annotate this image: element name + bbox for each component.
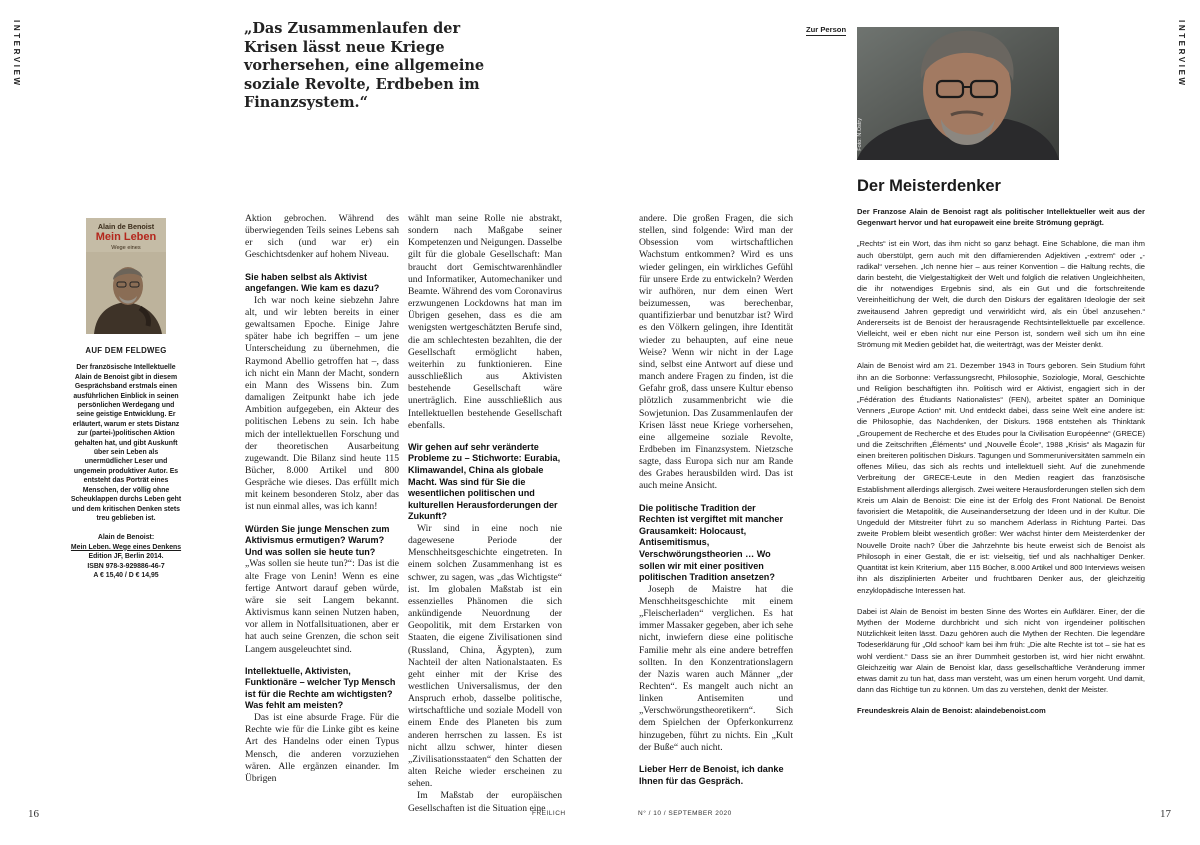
interview-column-1: [245, 213, 399, 785]
profile-label: Zur Person: [806, 25, 847, 34]
interview-answer: Ich war noch keine siebzehn Jahre alt, und wir lebten bereits in einer gewaltsamen Epoche. Einige Jahre später habe ich begriffen – um jene Unterscheidung zu übernehmen, die Raymond Abellio getroffen hat –, dass ich nicht ein Mann der Macht, sondern ein Mann des Wissens bin. Zum damaligen Zeitpunkt habe ich jede Ambition aufgegeben, ein Akteur des politischen Lebens zu sein. Ich habe mich der intellektuellen Forschung und der theoretischen Ausarbeitung zugewandt. Die Bilanz sind heute 115 Bücher, 8.000 Artikel und 800 Gespräche wie dieses. Das erfüllt mich mit keinem besonderen Stolz, aber das ist nun einmal alles, was ich kann!: [245, 294, 399, 513]
footer-issue: N° / 10 / SEPTEMBER 2020: [638, 810, 732, 817]
book-cover-portrait: [86, 252, 166, 334]
interview-question: Würden Sie junge Menschen zum Aktivismus ermutigen? Warum? Und was sollen sie heute tun?: [245, 523, 390, 557]
interview-column-2: [408, 213, 562, 815]
interview-question: Sie haben selbst als Aktivist angefangen. Wie kam es dazu?: [245, 271, 380, 294]
profile-paragraph: „Rechts“ ist ein Wort, das ihm nicht so ganz behagt. Eine Schablone, die man ihm auch überstülpt, gern auch mit den diffamierenden Adjektiven „-extrem“ oder „-radikal“ versehen. „Ich nenne hier – aus reiner Konvention – die Haltung rechts, die darin besteht, die Vielgestaltigkeit der Welt und folglich die relativen Ungleichheiten, die ihr notwendiges Ergebnis sind, als ein Gut und die fortschreitende Vereinheitlichung der Welt, die durch den Diskurs der egalitären Ideologie der seit zweitausend Jahren gepredigt und verwirklicht wird, als ein Übel anzusehen.“ Andererseits ist de Benoist der herausragende Rechtsintellektuelle par excellence. Vielleicht, weil er eben nicht nur eine Person ist, sondern weil sich um ihn eine Strömung mit Medien gebildet hat, die weiterträgt, was der Meister denkt.: [857, 239, 1145, 350]
book-cover-author: Alain de Benoist: [97, 222, 155, 231]
book-cover-subtitle: Wege eines: [111, 245, 141, 251]
book-cover-title: Mein Leben: [95, 231, 157, 243]
page-number-right: 17: [1160, 808, 1171, 820]
interview-question: Die politische Tradition der Rechten ist vergiftet mit mancher Grausamkeit: Holocaust, Antisemitismus, Verschwörungstheorien … Wo sollen wir mit einer positiven politischen Tradition ansetzen?: [639, 502, 784, 583]
profile-paragraph: Dabei ist Alain de Benoist im besten Sinne des Wortes ein Aufklärer. Einer, der die Mythen der Moderne durchbricht und sich nicht von irgendeiner politischen Nützlichkeit leiten lässt. Dazu gehören auch die Mythen der Rechten. Die legendäre Todeserklärung für „Old school“ kam bei ihm früh: „Die alte Rechte ist tot – sie hat es wohl verdient.“ Dass sie an ihrer Dummheit gestorben ist, wird hier nicht erwähnt. Gleichzeitig war Alain de Benoist klar, dass gesellschaftliche Veränderung immer etwas damit zu tun hat, dass man versteht, was um einen herum vorgeht. Und damit, dann das Richtige tun zu können. Um das zu verstehen, denkt der Meister.: [857, 606, 1145, 695]
interview-answer: Im Maßstab der europäischen Gesellschaften ist die Situation eine: [408, 790, 562, 814]
book-cover: [86, 218, 166, 334]
section-label-right: INTERVIEW: [1177, 20, 1186, 88]
profile-body: [857, 176, 1145, 717]
interview-question: Lieber Herr de Benoist, ich danke Ihnen für das Gespräch.: [639, 763, 784, 786]
interview-answer: Aktion gebrochen. Während des überwiegenden Teils seines Lebens sah er sich (und war er) ein Geschichtsdenker auf hohem Niveau.: [245, 213, 399, 261]
footer-magazine: FREILICH: [532, 810, 566, 817]
interview-answer: Joseph de Maistre hat die Menschheitsgeschichte mit einem „Fleischerladen“ verglichen. Es hat immer Massaker gegeben, aber ich sehe nicht, inwiefern diese eine politische Familie mehr als eine andere betreffen sollten. In den Konzentrationslagern der Nazis waren auch Männer „der Rechten“. Es mangelt auch nicht an linken Antisemiten und „Verschwörungstheoretikern“. Sich dem Spielchen der Opferkonkurrenz hinzugeben, führt zu nichts. Ein „Kult der Buße“ auch nicht.: [639, 583, 793, 753]
pull-quote: „Das Zusammenlaufen der Krisen lässt neue Kriege vorhersehen, eine allgemeine soziale Revolte, Erdbeben im Finanzsystem.“: [244, 20, 485, 111]
book-description: Der französische Intellektuelle Alain de Benoist gibt in diesem Gesprächsband erstmals einen ausführlichen Einblick in seinen persönlichen Werdegang und seine geistige Entwicklung. Er erläutert, warum er stets Distanz zur (partei-)politischen Aktion gehalten hat, und gibt Auskunft über sein Leben als unermüdlicher Leser und ungemein produktiver Autor. Es entsteht das Porträt eines Menschen, der völlig ohne Scheuklappen durchs Leben geht und dem kritischen Denken stets treu geblieben ist.: [70, 364, 182, 522]
page-number-left: 16: [28, 808, 39, 820]
interview-question: Wir gehen auf sehr veränderte Probleme zu – Stichworte: Eurabia, Klimawandel, China als globale Macht. Was sind für Sie die wesentlichen politischen und kulturellen Herausforderungen der Zukunft?: [408, 441, 561, 522]
book-heading: AUF DEM FELDWEG: [85, 346, 167, 355]
photo-credit: Foto: N.Ostry: [857, 118, 863, 151]
book-ref-author: Alain de Benoist:: [97, 534, 155, 542]
profile-paragraph: Alain de Benoist wird am 21. Dezember 1943 in Tours geboren. Sein Studium führt ihn an die Sorbonne: Verfassungsrecht, Philosophie, Soziologie, Moral, Geschichte und Religion beschäftigten ihn. Politisch wird er Aktivist, engagiert sich in der „Fédération des Étudiants Nationalistes“ (FEN), arbeitet später an Dominique Venners „Europe Action“ mit. Und entdeckt dabei, dass seine Welt eine andere ist: die Philosophie, das Nachdenken, der Diskurs. 1968 entstehen als Thinktank „Groupement de Recherche et des Etudes pour la Civilisation Européenne“ (GRECE) und die Zeitschriften „Éléments“ und „Nouvelle École“, 1988 „Krisis“ als Magazin für einen breiteren politischen Diskurs. Tagungen und Sommeruniversitäten sammeln ein offenes Milieu, das sich als rechts und intellektuell sieht. Auf die zunehmende Verbreitung der GRECE-Leute in den Medien reagiert das französische Establishment allerdings allergisch. Zwei weitere Herausforderungen stellen sich dem Kreis um Alain de Benoist: Die eine ist der Erfolg des Front National. De Benoist favorisiert die Metapolitik, die Auseinandersetzung der Ideen und in der Kultur. Die Ungeduld der Mitstreiter führt zu so manchem Aderlass in Richtung Partei. Das zweite Problem bleibt wesentlich größer: Wer wächst hinter dem Meisterdenker der Nouvelle Droite nach? Über die Jahrzehnte bis heute erweist sich de Benoist als Philosoph in einer Gestalt, die er ist: vielseitig, tief und als nachhaltiger Denker. Quantität ist kein Kriterium, aber 115 Bücher, 8.000 Artikel und 800 Interviews weisen ihn als disziplinierten Arbeiter und fruchtbaren Denker aus, der gleichzeitig enzyklopädische Interessen hat.: [857, 361, 1145, 595]
book-ref-title: Mein Leben. Wege eines Denkens: [70, 543, 182, 551]
profile-lead: Der Franzose Alain de Benoist ragt als politischer Intellektueller weit aus der Gegenwart hervor und hat europaweit eine breite Strömung geprägt.: [857, 207, 1145, 228]
profile-title: Der Meisterdenker: [857, 177, 1001, 195]
section-label-left: INTERVIEW: [12, 20, 21, 88]
book-ref-price: A € 15,40 / D € 14,95: [93, 571, 159, 579]
interview-answer: andere. Die großen Fragen, die sich stellen, sind folgende: Wird man der Obsession vom wirtschaftlichen Wachstum entkommen? Wird es uns wieder gelingen, ein wirkliches Gefühl für unsere Erde zu entwickeln? Werden wir aufhören, nur dem einen Wert beizumessen, was berechenbar, quantifizierbar und benutzbar ist? Wird es den Völkern gelingen, ihre Identität wieder zu behaupten, auf eine neue Weise? Wenn wir nicht in der Lage sind, selbst eine Antwort auf diese und manch andere Fragen zu finden, ist die Gefahr groß, dass unsere Kultur ebenso plötzlich zusammenbricht wie die Sowjetunion. Das Zusammenlaufen der Krisen lässt neue Kriege vorhersehen, eine allgemeine soziale Revolte, Erdbeben im Finanzsystem. Nietzsche sagte, dass Europa sich nur am Rande des Grabes herausbilden wird. Das ist auch meine Ansicht.: [639, 213, 793, 492]
interview-answer: „Was sollen sie heute tun?“: Das ist die alte Frage von Lenin! Wenn es eine fertige Antwort darauf geben würde, wäre sie seit Langem bekannt. Aktivismus kann seinen Nutzen haben, vor allem in Notfallsituationen, aber er hat auch seine Grenzen, die schon seit Langem ausgeleuchtet sind.: [245, 558, 399, 655]
book-ref-isbn: ISBN 978-3-929886-46-7: [87, 562, 165, 570]
book-ref-edition: Edition JF, Berlin 2014.: [88, 553, 164, 561]
profile-footer: Freundeskreis Alain de Benoist: alaindebenoist.com: [857, 706, 1046, 716]
interview-column-3: [639, 213, 793, 787]
interview-answer: wählt man seine Rolle nie abstrakt, sondern nach Maßgabe seiner Kompetenzen und Neigungen. Dasselbe gilt für die globale Gesellschaft: Man braucht dort Gemischtwarenhändler und Informatiker, Automechaniker und Beamte. Während des vom Coronavirus erzwungenen Lockdowns hat man im Übrigen gesehen, dass es die am wenigsten wertgeschätzten Berufe sind, die am schlechtesten bezahlten, die der Gesellschaft ermöglicht haben, weiterhin zu funktionieren. Eine ausschließlich aus Aktivisten bestehende Gesellschaft wäre unerträglich. Eine ausschließlich aus Intellektuellen bestehende Gesellschaft ebenfalls.: [408, 213, 562, 431]
interview-answer: Wir sind in eine noch nie dagewesene Periode der Menschheitsgeschichte eingetreten. In einem solchen Zusammenhang ist es schwer, zu sagen, was „das Wichtigste“ ist. Im globalen Maßstab ist ein essenzielles Phänomen die sich ankündigende Neuordnung der Geopolitik, mit dem Erstarken von Staaten, die eigene Zivilisationen sind (Russland, China, Ägypten), zum Nachteil der alten Nationalstaaten. Es geht einher mit der Krise des westlichen Universalismus, der den Anspruch erhob, dasselbe politische, wirtschaftliche und soziale Modell von einem Ende des Planeten bis zum anderen herrschen zu lassen. Es ist nicht allzu schwer, hinter diesen „Zivilisationsstaaten“ den Schatten der alten Reiche wieder erscheinen zu sehen.: [408, 522, 562, 790]
interview-answer: Das ist eine absurde Frage. Für die Rechte wie für die Linke gibt es keine Art des Handelns oder einen Typus Mensch, die anderen vorzuziehen wären. Alle ergänzen einander. Im Übrigen: [245, 712, 399, 784]
book-sidebar: [70, 346, 182, 580]
interview-question: Intellektuelle, Aktivisten, Funktionäre – welcher Typ Mensch ist für die Rechte am wichtigsten? Was fehlt am meisten?: [245, 665, 396, 711]
author-photo: [857, 27, 1059, 160]
